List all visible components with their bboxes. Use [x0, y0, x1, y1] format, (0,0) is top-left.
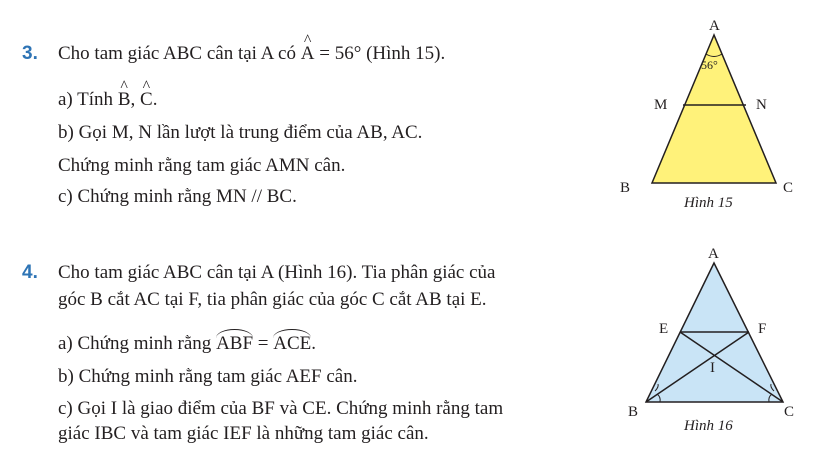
problem-3-part-a-sep: , [130, 89, 136, 110]
problem-3-number: 3. [22, 43, 38, 64]
fig15-label-n: N [756, 97, 767, 113]
problem-3-part-a-end: . [152, 89, 158, 110]
angle-a-symbol: ^ A [301, 43, 315, 65]
problem-4-line1: Cho tam giác ABC cân tại A (Hình 16). Tia phân giác của [58, 262, 496, 283]
problem-4-part-a [58, 333, 316, 355]
problem-4-part-a-prefix: a) Chứng minh rằng [58, 333, 212, 354]
fig15-label-c: C [783, 180, 794, 196]
problem-3-part-c: c) Chứng minh rằng MN // BC. [58, 186, 297, 207]
angle-b-symbol: ^ B [118, 89, 131, 111]
fig15-label-a: A [709, 18, 720, 34]
problem-4-part-b: b) Chứng minh rằng tam giác AEF cân. [58, 366, 358, 387]
angle-ace-symbol: ACE [273, 333, 312, 354]
problem-3-part-b-line2: Chứng minh rằng tam giác AMN cân. [58, 155, 346, 176]
fig16-label-f: F [758, 321, 767, 337]
problem-3-part-a [58, 89, 157, 111]
angle-c-symbol: ^ C [140, 89, 153, 111]
problem-3-intro-prefix: Cho tam giác ABC cân tại A có [58, 43, 296, 64]
fig15-label-m: M [654, 97, 668, 113]
problem-4-number: 4. [22, 262, 38, 283]
figure-15 [620, 10, 820, 215]
angle-a-value: = 56° [319, 43, 362, 64]
problem-4-part-a-eq: = [257, 333, 269, 354]
problem-4-part-c-line2: giác IBC và tam giác IEF là những tam giác cân. [58, 423, 429, 444]
fig16-label-b: B [628, 404, 639, 420]
problem-3-intro-suffix: (Hình 15). [366, 43, 446, 64]
figure-16 [620, 240, 820, 445]
fig16-label-i: I [710, 360, 715, 376]
fig16-label-a: A [708, 246, 719, 262]
problem-3-intro [58, 43, 445, 65]
problem-4-line2: góc B cắt AC tại F, tia phân giác của góc C cắt AB tại E. [58, 289, 487, 310]
fig15-label-b: B [620, 180, 631, 196]
fig16-label-e: E [659, 321, 669, 337]
angle-abf-symbol: ABF [216, 333, 254, 354]
problem-4-part-c-line1: c) Gọi I là giao điểm của BF và CE. Chứng minh rằng tam [58, 398, 504, 419]
problem-4-part-a-end: . [311, 333, 316, 354]
fig16-label-c: C [784, 404, 795, 420]
fig16-caption: Hình 16 [684, 418, 733, 434]
fig15-angle-label: 56° [701, 58, 718, 72]
problem-3-part-a-prefix: a) Tính [58, 89, 114, 110]
problem-3-part-b-line1: b) Gọi M, N lần lượt là trung điểm của AB, AC. [58, 122, 423, 143]
fig15-caption: Hình 15 [684, 195, 733, 211]
